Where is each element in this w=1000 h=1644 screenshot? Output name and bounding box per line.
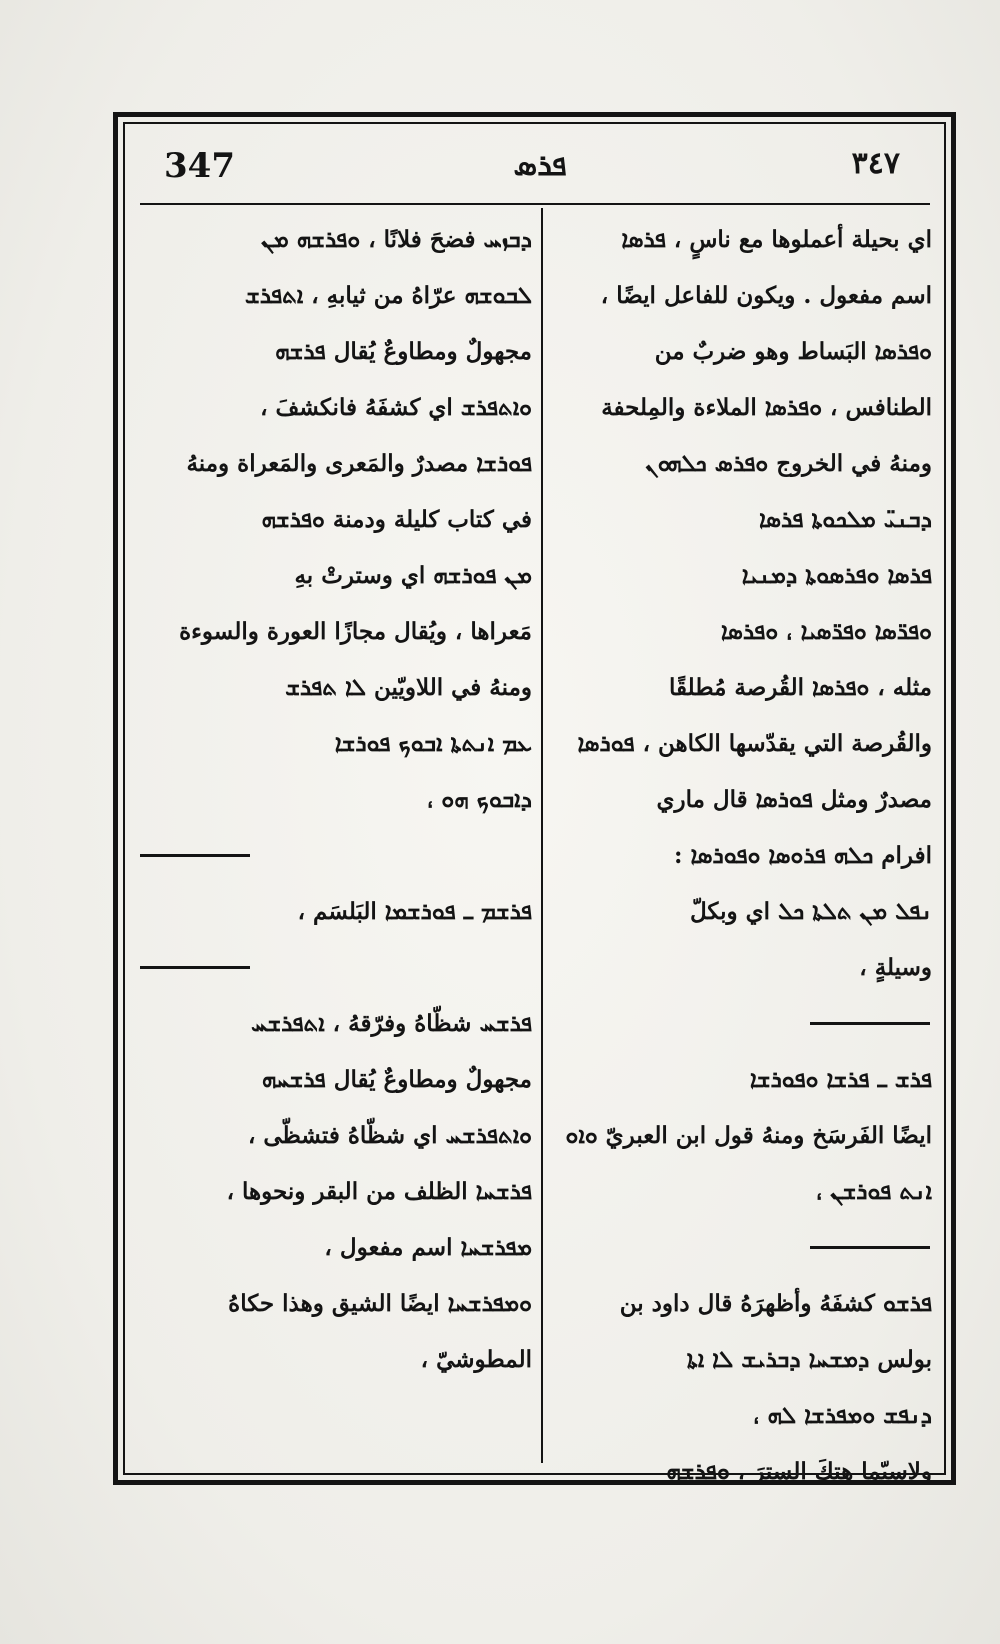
text-line: ܕܢܦܫ ܘܡܦܪܫܐ ܠܗ ، — [753, 1402, 932, 1429]
text-line: افرام ܟܠܗ ܦܪܘܣܐ ܘܦܘܪܣܐ : — [673, 842, 932, 869]
column-divider — [541, 208, 543, 1463]
text-line: في كتاب كليلة ودمنة ܘܦܪܫܗ — [261, 506, 532, 533]
text-line: ܕܒܙܚ فضحَ فلانًا ، ܘܦܪܫܗ ܡܢ — [261, 226, 532, 253]
text-line: ܥܡ ܐܢܬܬܐ ܐܒܘܟ ܦܘܪܫܐ — [334, 730, 532, 757]
text-line: ܘܐܬܦܪܫ اي كشفَهُ فانكشفَ ، — [260, 394, 532, 421]
running-header — [140, 140, 930, 200]
text-line: مصدرٌ ومثل ܦܘܪܣܐ قال ماري — [656, 786, 932, 813]
text-line: مثله ، ܘܦܪܣܐ القُرصة مُطلقًا — [668, 674, 932, 701]
entry-heading-line: ܦܪܫ ـ ܦܪܫܐ ܘܦܘܪܫܐ — [749, 1066, 932, 1093]
entry-separator-rule — [140, 828, 532, 884]
entry-heading-line: ܦܪܫܚ شظّاهُ وفرّقهُ ، ܐܬܦܪܫܚ — [250, 1010, 532, 1037]
left-column — [140, 212, 532, 1388]
text-line: ܐܢܬ ܦܘܪܫܢ ، — [816, 1178, 932, 1205]
text-line: اسم مفعول . ويكون للفاعل ايضًا ، — [600, 282, 932, 309]
right-column — [552, 212, 932, 1500]
text-line: ومنهُ في اللاويّين ܠܐ ܬܦܪܫ — [285, 674, 532, 701]
text-line: وسيلةٍ ، — [859, 954, 932, 981]
text-line: ܘܡܦܪܫܚܐ ايضًا الشيق وهذا حكاهُ — [228, 1290, 532, 1317]
text-line: ܡܢ ܦܘܪܫܗ اي وسترتْ بهِ — [294, 562, 532, 589]
text-line: ܘܐܬܦܪܫܚ اي شظّاهُ فتشظّى ، — [247, 1122, 532, 1149]
text-line: بولس ܕܡܫܚܐ ܕܒܪܝܫ ܠܐ ܐܬܐ — [686, 1346, 932, 1373]
running-headword: ܦܪܣ — [513, 148, 567, 183]
text-line: ܕܐܒܘܟ ܗܘ ، — [426, 786, 532, 813]
text-line: ولاسيّما هتكَ السِترَ ، ܘܦܪܫܗ — [666, 1458, 932, 1485]
entry-separator-rule — [552, 996, 932, 1052]
text-line: ܠܒܘܫܗ عرّاهُ من ثيابهِ ، ܐܬܦܪܫ — [244, 282, 532, 309]
text-line: مَعراها ، ويُقال مجازًا العورة والسوءة — [179, 618, 532, 645]
page-number-right: ٣٤٧ — [851, 146, 900, 181]
entry-heading-line: ܦܪܫܡ ـ ܦܘܪܫܡܐ البَلسَم ، — [297, 898, 532, 925]
text-line: الطنافس ، ܘܦܪܣܐ الملاءة والمِلحفة — [601, 394, 932, 421]
header-rule — [140, 203, 930, 205]
page-number-left: 347 — [164, 146, 235, 186]
text-line: ܦܪܣܐ ܘܦܪܣܘܬܐ ܕܡܢܝܐ — [741, 562, 932, 589]
text-line: ومنهُ في الخروج ܘܦܪܣ ܟܠܗܘܢ — [645, 450, 932, 477]
text-line: اي بحيلة أعملوها مع ناسٍ ، ܦܪܣܐ — [621, 226, 932, 253]
text-line: ܢܦܠ ܡܢ ܬܠܬܐ ܟܠ اي وبكلّ — [690, 898, 932, 925]
text-line: ܦܘܪܫܐ مصدرٌ والمَعرى والمَعراة ومنهُ — [186, 450, 532, 477]
entry-separator-rule — [552, 1220, 932, 1276]
text-line: ܦܪܫܚܐ الظلف من البقر ونحوها ، — [226, 1178, 532, 1205]
text-line: المطوشيّ ، — [420, 1346, 532, 1373]
text-line: ܡܦܪܫܚܐ اسم مفعول ، — [324, 1234, 532, 1261]
text-line: ايضًا الفَرسَخ ومنهُ قول ابن العبريّ ܘܐܘ — [565, 1122, 932, 1149]
entry-separator-rule — [140, 940, 532, 996]
text-line: والقُرصة التي يقدّسها الكاهن ، ܦܘܪܣܐ — [577, 730, 932, 757]
text-line: مجهولٌ ومطاوعٌ يُقال ܦܪܫܚܗ — [261, 1066, 532, 1093]
text-line: ܕܒܢܝ̈ ܡܠܟܘܬܐ ܦܪܣܐ — [758, 506, 932, 533]
entry-heading-line: ܦܪܫܘ كشفَهُ وأظهرَهُ قال داود بن — [619, 1290, 932, 1317]
text-line: ܘܦܪ̈ܣܐ ܘܦܪ̈ܣܝܐ ، ܘܦܪܣܐ — [720, 618, 932, 645]
text-line: مجهولٌ ومطاوعٌ يُقال ܦܪܫܗ — [275, 338, 532, 365]
text-line: ܘܦܪܣܐ البَساط وهو ضربٌ من — [654, 338, 932, 365]
